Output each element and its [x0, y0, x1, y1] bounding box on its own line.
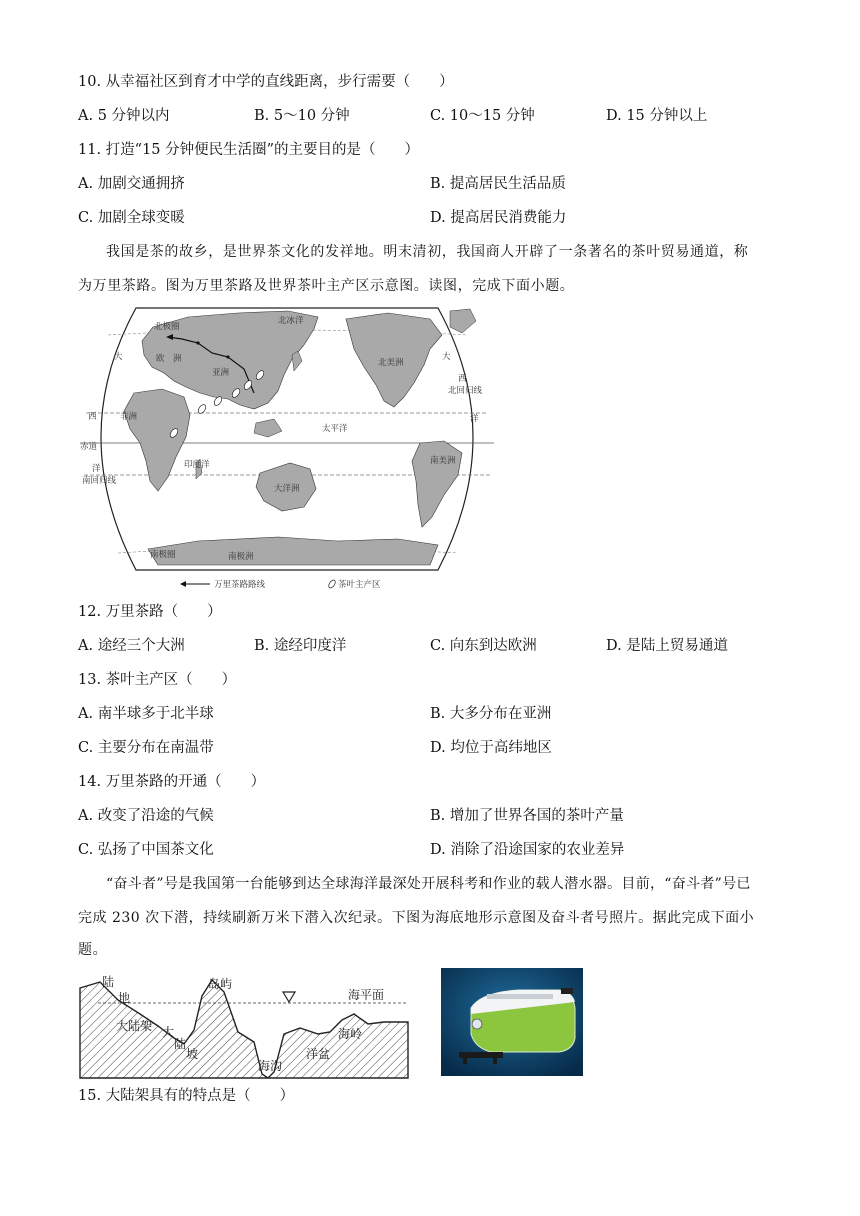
- label-atlantic-west-right: 西: [458, 374, 467, 384]
- passage2-line3: 题。: [78, 942, 108, 958]
- q10-option-b: B. 5～10 分钟: [254, 108, 350, 124]
- label-pacific: 太平洋: [322, 424, 348, 434]
- q13-stem: 13. 茶叶主产区（ ）: [78, 672, 237, 688]
- label-ocean-basin: 洋盆: [306, 1047, 331, 1061]
- q14-option-a: A. 改变了沿途的气候: [78, 808, 214, 824]
- legend-tea-label: 茶叶主产区: [338, 580, 381, 590]
- q14-stem: 14. 万里茶路的开通（ ）: [78, 774, 266, 790]
- legend-route-arrow-icon: [180, 581, 186, 587]
- label-oceania: 大洋洲: [274, 484, 300, 494]
- q10-option-a: A. 5 分钟以内: [78, 108, 170, 124]
- label-atlantic-big: 大: [114, 352, 123, 362]
- label-slope-1: 大: [162, 1025, 175, 1039]
- q13-option-d: D. 均位于高纬地区: [430, 740, 552, 756]
- label-tropic-capricorn: 南回归线: [82, 476, 117, 486]
- label-atlantic-west: 西: [88, 412, 97, 422]
- q10-option-d: D. 15 分钟以上: [606, 108, 708, 124]
- label-europe: 欧 洲: [156, 354, 182, 364]
- q12-option-b: B. 途经印度洋: [254, 638, 347, 654]
- q11-option-b: B. 提高居民生活品质: [430, 176, 566, 192]
- label-equator: 赤道: [80, 442, 98, 452]
- q13-option-c: C. 主要分布在南温带: [78, 740, 214, 756]
- label-land-1: 陆: [102, 975, 115, 989]
- label-atlantic-yang-right: 洋: [470, 414, 479, 424]
- label-tropic-cancer: 北回归线: [448, 386, 483, 396]
- map-legend: [180, 579, 381, 590]
- q10-option-c: C. 10～15 分钟: [430, 108, 535, 124]
- label-slope-3: 坡: [186, 1047, 199, 1061]
- seabed-terrain-diagram: [78, 970, 412, 1082]
- passage1-line1: 我国是茶的故乡，是世界茶文化的发祥地。明末清初，我国商人开辟了一条著名的茶叶贸易通道，称: [106, 244, 749, 260]
- label-atlantic-big-right: 大: [442, 352, 451, 362]
- q12-option-d: D. 是陆上贸易通道: [606, 638, 728, 654]
- label-antarctic-circle: 南极圈: [150, 550, 176, 560]
- tea-road-world-map: [78, 305, 496, 595]
- passage2-line2: 完成 230 次下潜，持续刷新万米下潜入次纪录。下图为海底地形示意图及奋斗者号照片。据此完成下面小: [78, 910, 755, 926]
- q11-stem: 11. 打造“15 分钟便民生活圈”的主要目的是（ ）: [78, 142, 420, 158]
- q14-option-b: B. 增加了世界各国的茶叶产量: [430, 808, 624, 824]
- label-arctic-circle: 北极圈: [154, 322, 180, 332]
- q13-option-a: A. 南半球多于北半球: [78, 706, 214, 722]
- label-sea-level: 海平面: [348, 988, 385, 1002]
- label-africa: 非洲: [120, 412, 138, 422]
- label-trench: 海沟: [258, 1059, 283, 1073]
- fendouzhe-submersible-photo: [441, 968, 583, 1076]
- label-south-america: 南美洲: [430, 456, 456, 466]
- q11-option-a: A. 加剧交通拥挤: [78, 176, 185, 192]
- passage2-line1: “奋斗者”号是我国第一台能够到达全球海洋最深处开展科考和作业的载人潜水器。目前，“奋斗者”号已: [106, 876, 751, 892]
- label-land-2: 地: [118, 991, 131, 1005]
- label-asia: 亚洲: [212, 368, 230, 378]
- q12-stem: 12. 万里茶路（ ）: [78, 604, 222, 620]
- label-slope-2: 陆: [174, 1037, 187, 1051]
- label-indian-ocean: 印度洋: [184, 460, 210, 470]
- label-antarctica: 南极洲: [228, 552, 254, 562]
- q13-option-b: B. 大多分布在亚洲: [430, 706, 552, 722]
- q14-option-c: C. 弘扬了中国茶文化: [78, 842, 214, 858]
- q10-stem: 10. 从幸福社区到育才中学的直线距离，步行需要（ ）: [78, 74, 454, 90]
- label-continental-shelf: 大陆架: [116, 1019, 153, 1033]
- q12-option-c: C. 向东到达欧洲: [430, 638, 537, 654]
- greenland-landmass: [450, 309, 476, 333]
- q12-option-a: A. 途经三个大洲: [78, 638, 185, 654]
- passage1-line2: 为万里茶路。图为万里茶路及世界茶叶主产区示意图。读图，完成下面小题。: [78, 278, 575, 294]
- label-arctic-ocean: 北冰洋: [278, 316, 304, 326]
- label-island: 岛屿: [208, 977, 233, 991]
- q11-option-c: C. 加剧全球变暖: [78, 210, 185, 226]
- q14-option-d: D. 消除了沿途国家的农业差异: [430, 842, 625, 858]
- legend-tea-leaf-icon: [327, 579, 336, 589]
- legend-route-label: 万里茶路路线: [214, 580, 266, 590]
- label-ocean-yang: 洋: [92, 464, 101, 474]
- q11-option-d: D. 提高居民消费能力: [430, 210, 567, 226]
- q15-stem: 15. 大陆架具有的特点是（ ）: [78, 1088, 295, 1104]
- label-ocean-ridge: 海岭: [338, 1027, 363, 1041]
- label-north-america: 北美洲: [378, 358, 404, 368]
- sea-level-marker-icon: [283, 992, 295, 1002]
